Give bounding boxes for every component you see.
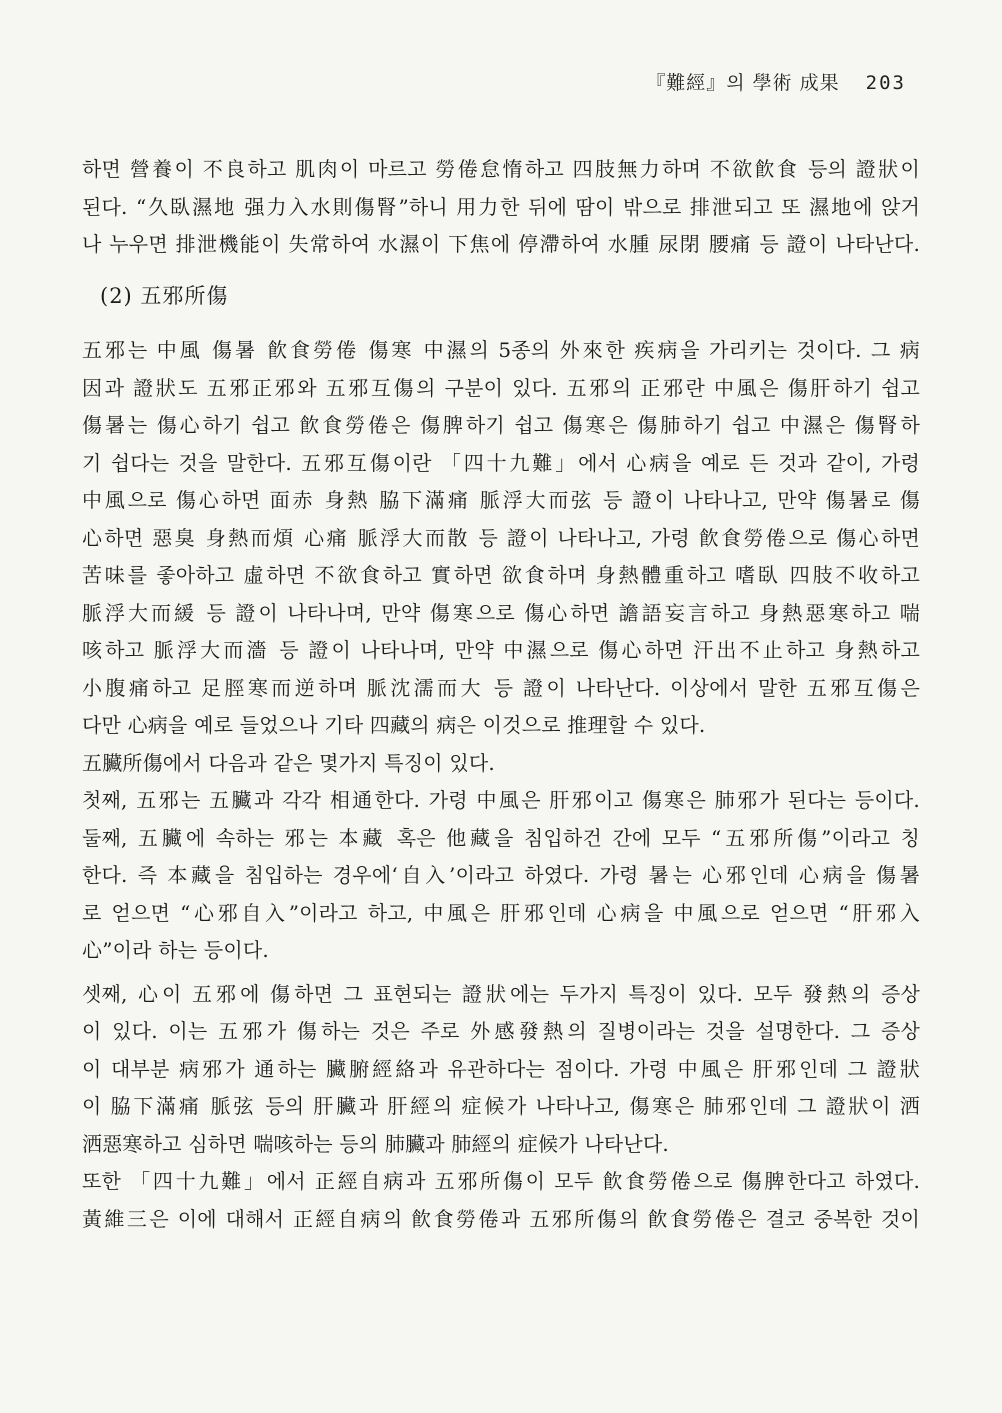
text-line: 로 얻으면 “心邪自入”이라고 하고, 中風은 肝邪인데 心病을 中風으로 얻으면 “肝邪入 bbox=[82, 900, 920, 925]
text-line: 脈浮大而緩 등 證이 나타나며, 만약 傷寒으로 傷心하면 譫語妄言하고 身熱惡寒하고 喘 bbox=[82, 600, 920, 625]
header-title: 『難經』의 學術 成果 bbox=[646, 72, 840, 94]
text-line: 이 脇下滿痛 脈弦 등의 肝臟과 肝經의 症候가 나타나고, 傷寒은 肺邪인데 그 證狀이 洒 bbox=[82, 1094, 920, 1118]
text-line: 이 대부분 病邪가 通하는 臟腑經絡과 유관하다는 점이다. 가령 中風은 肝邪인데 그 證狀 bbox=[82, 1056, 920, 1081]
text-line: 된다. “久臥濕地 强力入水則傷腎”하니 用力한 뒤에 땀이 밖으로 排泄되고 또 濕地에 앉거 bbox=[82, 194, 920, 219]
text-line: 心”이라 하는 등이다. bbox=[82, 938, 269, 962]
text-line: 中風으로 傷心하면 面赤 身熱 脇下滿痛 脈浮大而弦 등 證이 나타나고, 만약 傷暑로 傷 bbox=[82, 488, 920, 512]
text-line: 다만 心病을 예로 들었으나 기타 四藏의 病은 이것으로 推理할 수 있다. bbox=[82, 713, 706, 737]
text-line: 또한 「四十九難」에서 正經自病과 五邪所傷이 모두 飮食勞倦으로 傷脾한다고 하였다. bbox=[82, 1169, 920, 1193]
body-text bbox=[82, 154, 920, 1241]
text-line: 둘째, 五臟에 속하는 邪는 本藏 혹은 他藏을 침입하건 간에 모두 “五邪所傷”이라고 칭 bbox=[82, 825, 920, 850]
text-line: 五邪는 中風 傷暑 飮食勞倦 傷寒 中濕의 5종의 外來한 疾病을 가리키는 것이다. 그 病 bbox=[82, 338, 920, 362]
text-line: 기 쉽다는 것을 말한다. 五邪互傷이란 「四十九難」에서 心病을 예로 든 것과 같이, 가령 bbox=[82, 450, 920, 475]
running-header bbox=[646, 68, 906, 95]
text-line: 咳하고 脈浮大而濇 등 證이 나타나며, 만약 中濕으로 傷心하면 汗出不止하고 身熱하고 bbox=[82, 638, 920, 662]
paragraph-1 bbox=[82, 154, 920, 259]
text-line: 傷暑는 傷心하기 쉽고 飮食勞倦은 傷脾하기 쉽고 傷寒은 傷肺하기 쉽고 中濕은 傷腎하 bbox=[82, 413, 920, 437]
paragraph-3 bbox=[82, 748, 920, 778]
paragraph-2 bbox=[82, 335, 920, 740]
paragraph-4 bbox=[82, 785, 920, 965]
text-line: 첫째, 五邪는 五臟과 각각 相通한다. 가령 中風은 肝邪이고 傷寒은 肺邪가 된다는 등이다. bbox=[82, 788, 920, 812]
text-line: 苦味를 좋아하고 虛하면 不欲食하고 實하면 欲食하며 身熱體重하고 嗜臥 四肢不收하고 bbox=[82, 563, 920, 587]
paragraph-6 bbox=[82, 1166, 920, 1234]
text-line: 이 있다. 이는 五邪가 傷하는 것은 주로 外感發熱의 질병이라는 것을 설명한다. 그 증상 bbox=[82, 1019, 920, 1043]
text-line: 心하면 惡臭 身熱而煩 心痛 脈浮大而散 등 證이 나타나고, 가령 飮食勞倦으로 傷心하면 bbox=[82, 525, 920, 550]
text-line: 小腹痛하고 足脛寒而逆하며 脈沈濡而大 등 證이 나타난다. 이상에서 말한 五邪互傷은 bbox=[82, 675, 920, 700]
text-line: 洒惡寒하고 심하면 喘咳하는 등의 肺臟과 肺經의 症候가 나타난다. bbox=[82, 1131, 669, 1156]
text-line: 하면 營養이 不良하고 肌肉이 마르고 勞倦怠惰하고 四肢無力하며 不欲飮食 등의 證狀이 bbox=[82, 157, 920, 181]
text-line: 나 누우면 排泄機能이 失常하여 水濕이 下焦에 停滯하여 水腫 尿閉 腰痛 등 證이 나타난다. bbox=[82, 232, 920, 256]
text-line: 五臟所傷에서 다음과 같은 몇가지 특징이 있다. bbox=[82, 750, 495, 775]
page-number: 203 bbox=[865, 72, 906, 94]
text-line: 셋째, 心이 五邪에 傷하면 그 표현되는 證狀에는 두가지 특징이 있다. 모두 發熱의 증상 bbox=[82, 981, 920, 1006]
text-line: 黃維三은 이에 대해서 正經自病의 飮食勞倦과 五邪所傷의 飮食勞倦은 결코 중복한 것이 bbox=[82, 1206, 920, 1231]
text-line: 因과 證狀도 五邪正邪와 五邪互傷의 구분이 있다. 五邪의 正邪란 中風은 傷肝하기 쉽고 bbox=[82, 375, 920, 400]
section-heading: (2) 五邪所傷 bbox=[100, 284, 229, 308]
text-line: 한다. 즉 本藏을 침입하는 경우에‘自入’이라고 하였다. 가령 暑는 心邪인데 心病을 傷暑 bbox=[82, 863, 920, 887]
paragraph-5 bbox=[82, 979, 920, 1159]
